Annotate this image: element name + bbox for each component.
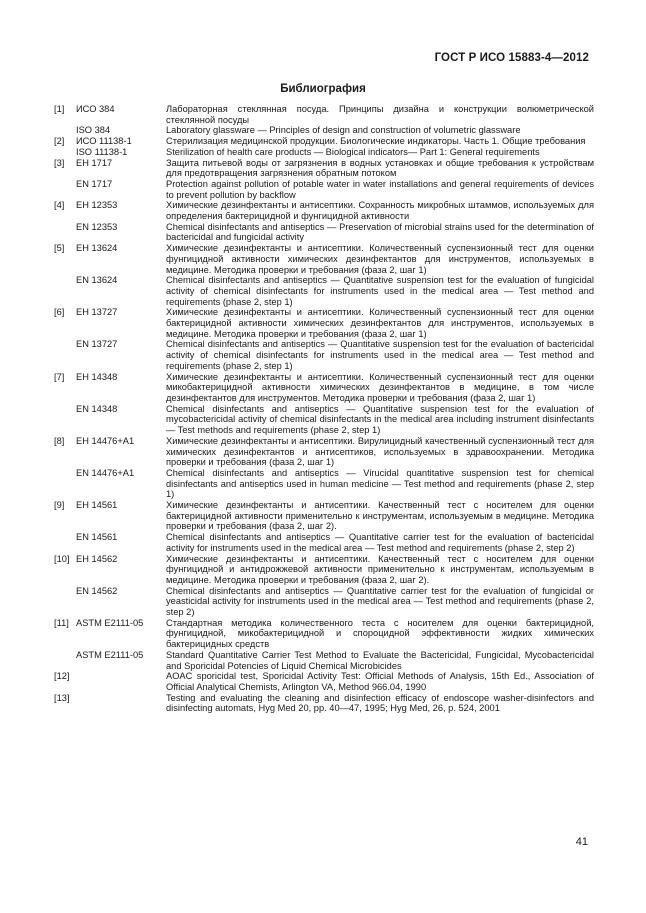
bibliography-entry <box>54 125 594 136</box>
entry-number: [10] <box>54 553 70 564</box>
standard-code: ЕН 14476+А1 <box>76 435 135 446</box>
entry-number <box>54 125 76 136</box>
standard-code <box>76 671 166 692</box>
bibliography-list <box>54 104 594 714</box>
entry-text: Standard Quantitative Carrier Test Method to Evaluate the Bactericidal, Fungicidal, Mycobactericidal and Sporicidal Potencies of Liquid Chemical Microbicides <box>166 649 594 671</box>
standard-code: ISO 11138-1 <box>76 146 128 157</box>
page-title: Библиография <box>280 83 366 95</box>
entry-text: Chemical disinfectants and antiseptics — Quantitative suspension test for the evaluation of mycobactericidal activity of chemical disinfectants in the medical area including instrument disinfectants — Test methods and requirements (phase 2, step 1) <box>166 403 594 436</box>
entry-text: Laboratory glassware — Principles of design and construction of volumetric glassware <box>166 125 521 136</box>
entry-text: Защита питьевой воды от загрязнения в водных установках и общие требования к устройствам для предотвращения загрязнения обратным потоком <box>166 157 594 179</box>
entry-number: [11] <box>54 617 69 628</box>
standard-code <box>76 693 166 714</box>
standard-code: EN 13624 <box>76 275 118 286</box>
bibliography-entry <box>54 200 594 221</box>
bibliography-entry <box>54 147 594 158</box>
bibliography-entry <box>54 372 594 404</box>
entry-text: Химические дезинфектанты и антисептики. Качественный тест с носителем для оценки бактерицидной активности применительно к инструментам, используемым в медицине. Методика проверки и требования (фаза 2, шаг 2). <box>166 500 594 532</box>
bibliography-entry <box>54 136 594 147</box>
entry-text: Protection against pollution of potable water in water installations and general requirements of devices to prevent pollution by backflow <box>166 178 594 200</box>
entry-number <box>54 179 76 200</box>
bibliography-entry <box>54 500 594 532</box>
standard-code: ASTM E2111-05 <box>76 617 144 628</box>
entry-number: [4] <box>54 200 65 211</box>
entry-number: [12] <box>54 671 70 682</box>
bibliography-entry <box>54 339 594 371</box>
bibliography-entry <box>54 307 594 339</box>
bibliography-entry <box>54 618 594 650</box>
entry-number: [5] <box>54 243 65 254</box>
entry-text: Лабораторная стеклянная посуда. Принципы дизайна и конструкции волюметрической стеклянной посуды <box>166 104 594 125</box>
bibliography-entry <box>54 468 594 500</box>
standard-code: EN 14561 <box>76 532 118 543</box>
entry-number <box>54 532 76 553</box>
standard-code: ASTM E2111-05 <box>76 649 144 660</box>
standard-code: ИСО 11138-1 <box>76 136 132 147</box>
standard-code: EN 13727 <box>76 339 118 350</box>
entry-text: AOAC sporicidal test, Sporicidal Activity Test: Official Methods of Analysis, 15th Ed., Association of Official Analytical Chemists, Arlington VA, Method 966.04, 1990 <box>166 671 594 692</box>
standard-code: ЕН 14561 <box>76 500 118 511</box>
entry-text: Chemical disinfectants and antiseptics — Quantitative suspension test for the evaluation of fungicidal activity of chemical disinfectants for instruments used in the medical area — Test method and requirements (phase 2, step 1) <box>166 275 594 307</box>
page-number: 41 <box>575 836 588 848</box>
entry-number <box>54 404 76 436</box>
standard-code: EN 12353 <box>76 221 118 232</box>
entry-number: [1] <box>54 104 65 114</box>
bibliography-entry <box>54 275 594 307</box>
bibliography-entry <box>54 671 594 692</box>
entry-text: Chemical disinfectants and antiseptics — Preservation of microbial strains used for the determination of bactericidal and fungicidal activity <box>166 221 594 243</box>
standard-code: ЕН 13727 <box>76 307 118 318</box>
entry-number <box>54 468 76 500</box>
standard-code: EN 14476+A1 <box>76 467 135 478</box>
bibliography-entry <box>54 586 594 618</box>
standard-code: ЕН 14348 <box>76 371 118 382</box>
entry-text: Химические дезинфектанты и антисептики. Количественный суспензионный тест для оценки микобактерицидной активности химических дезинфектантов в медицине, в том числе дезинфектантов для инструментов. Методика проверки и требования (фаза 2, шаг 1) <box>166 371 594 403</box>
bibliography-entry <box>54 404 594 436</box>
entry-number: [2] <box>54 136 65 147</box>
entry-number: [9] <box>54 500 65 511</box>
entry-number: [13] <box>54 692 70 703</box>
standard-code: ЕН 1717 <box>76 157 113 168</box>
bibliography-entry <box>54 693 594 714</box>
entry-number: [6] <box>54 307 65 318</box>
document-header: ГОСТ Р ИСО 15883-4—2012 <box>434 52 589 64</box>
bibliography-entry <box>54 532 594 553</box>
standard-code: ЕН 14562 <box>76 553 118 564</box>
standard-code: ISO 384 <box>76 125 111 136</box>
entry-number <box>54 650 76 671</box>
bibliography-entry <box>54 104 594 125</box>
bibliography-entry <box>54 222 594 243</box>
standard-code: EN 1717 <box>76 178 113 189</box>
entry-text: Chemical disinfectants and antiseptics — Quantitative suspension test for the evaluation of bactericidal activity of chemical disinfectants for instruments used in the medical area — Test method and requirements (phase 2, step 1) <box>166 339 594 371</box>
entry-text: Химические дезинфектанты и антисептики. Количественный суспензионный тест для оценки фунгицидной активности химических дезинфектантов для инструментов, используемых в медицине. Методика проверки и требования (фаза 2, шаг 1) <box>166 243 594 275</box>
entry-number <box>54 222 76 243</box>
entry-text: Стандартная методика количественного теста с носителем для оценки бактерицидной, фунгицидной, микобактерицидной и спороцидной эффективности жидких химических бактерицидных средств <box>166 617 594 650</box>
entry-text: Химические дезинфектанты и антисептики. Вирулицидный качественный суспензионный тест для химических дезинфектантов и антисептиков, используемых в здравоохранении. Методика проверки и требования (фаза 2, шаг 1) <box>166 435 594 468</box>
standard-code: ИСО 384 <box>76 104 115 114</box>
bibliography-entry <box>54 436 594 468</box>
entry-text: Химические дезинфектанты и антисептики. Сохранность микробных штаммов, используемых для определения бактерицидной и фунгицидной активности <box>166 200 594 222</box>
standard-code: EN 14562 <box>76 585 118 596</box>
bibliography-entry <box>54 650 594 671</box>
entry-text: Химические дезинфектанты и антисептики. Количественный суспензионный тест для оценки бактерицидной активности химических дезинфектантов для инструментов, используемых в медицине. Методика проверки и требования (фаза 2, шаг 1) <box>166 307 594 339</box>
entry-text: Химические дезинфектанты и антисептики. Качественный тест с носителем для оценки фунгицидной и антидрожжевой активности применительно к инструментам, используемым в медицине. Методика проверки и требования (фаза 2, шаг 2). <box>166 553 594 585</box>
bibliography-entry <box>54 158 594 179</box>
entry-number: [8] <box>54 435 65 446</box>
entry-number: [7] <box>54 371 65 382</box>
entry-text: Sterilization of health care products — Biological indicators— Part 1: General requirements <box>166 146 540 157</box>
bibliography-entry <box>54 243 594 275</box>
entry-text: Chemical disinfectants and antiseptics — Quantitative carrier test for the evaluation of bactericidal activity for instruments used in the medical area — Test method and requirements (phase 2, step 2) <box>166 532 594 553</box>
standard-code: ЕН 13624 <box>76 243 118 254</box>
bibliography-entry <box>54 554 594 586</box>
entry-text: Стерилизация медицинской продукции. Биологические индикаторы. Часть 1. Общие требования <box>166 136 586 147</box>
entry-number <box>54 275 76 307</box>
entry-number <box>54 339 76 371</box>
standard-code: EN 14348 <box>76 403 118 414</box>
standard-code: ЕН 12353 <box>76 200 118 211</box>
entry-text: Chemical disinfectants and antiseptics — Virucidal quantitative suspension test for chemical disinfectants and antiseptics used in human medicine — Test method and requirements (phase 2, step 1) <box>166 467 594 500</box>
entry-text: Chemical disinfectants and antiseptics — Quantitative carrier test for the evaluation of fungicidal or yeasticidal activity for instruments used in the medical area — Test method and requirements (phase 2, step 2) <box>166 585 594 618</box>
bibliography-entry <box>54 179 594 200</box>
entry-number <box>54 586 76 618</box>
entry-text: Testing and evaluating the cleaning and disinfection efficacy of endoscope washer-disinfectors and disinfecting automats, Hyg Med 20, pp. 40—47, 1995; Hyg Med, 26, p. 524, 2001 <box>166 692 594 714</box>
entry-number <box>54 147 76 158</box>
entry-number: [3] <box>54 157 65 168</box>
